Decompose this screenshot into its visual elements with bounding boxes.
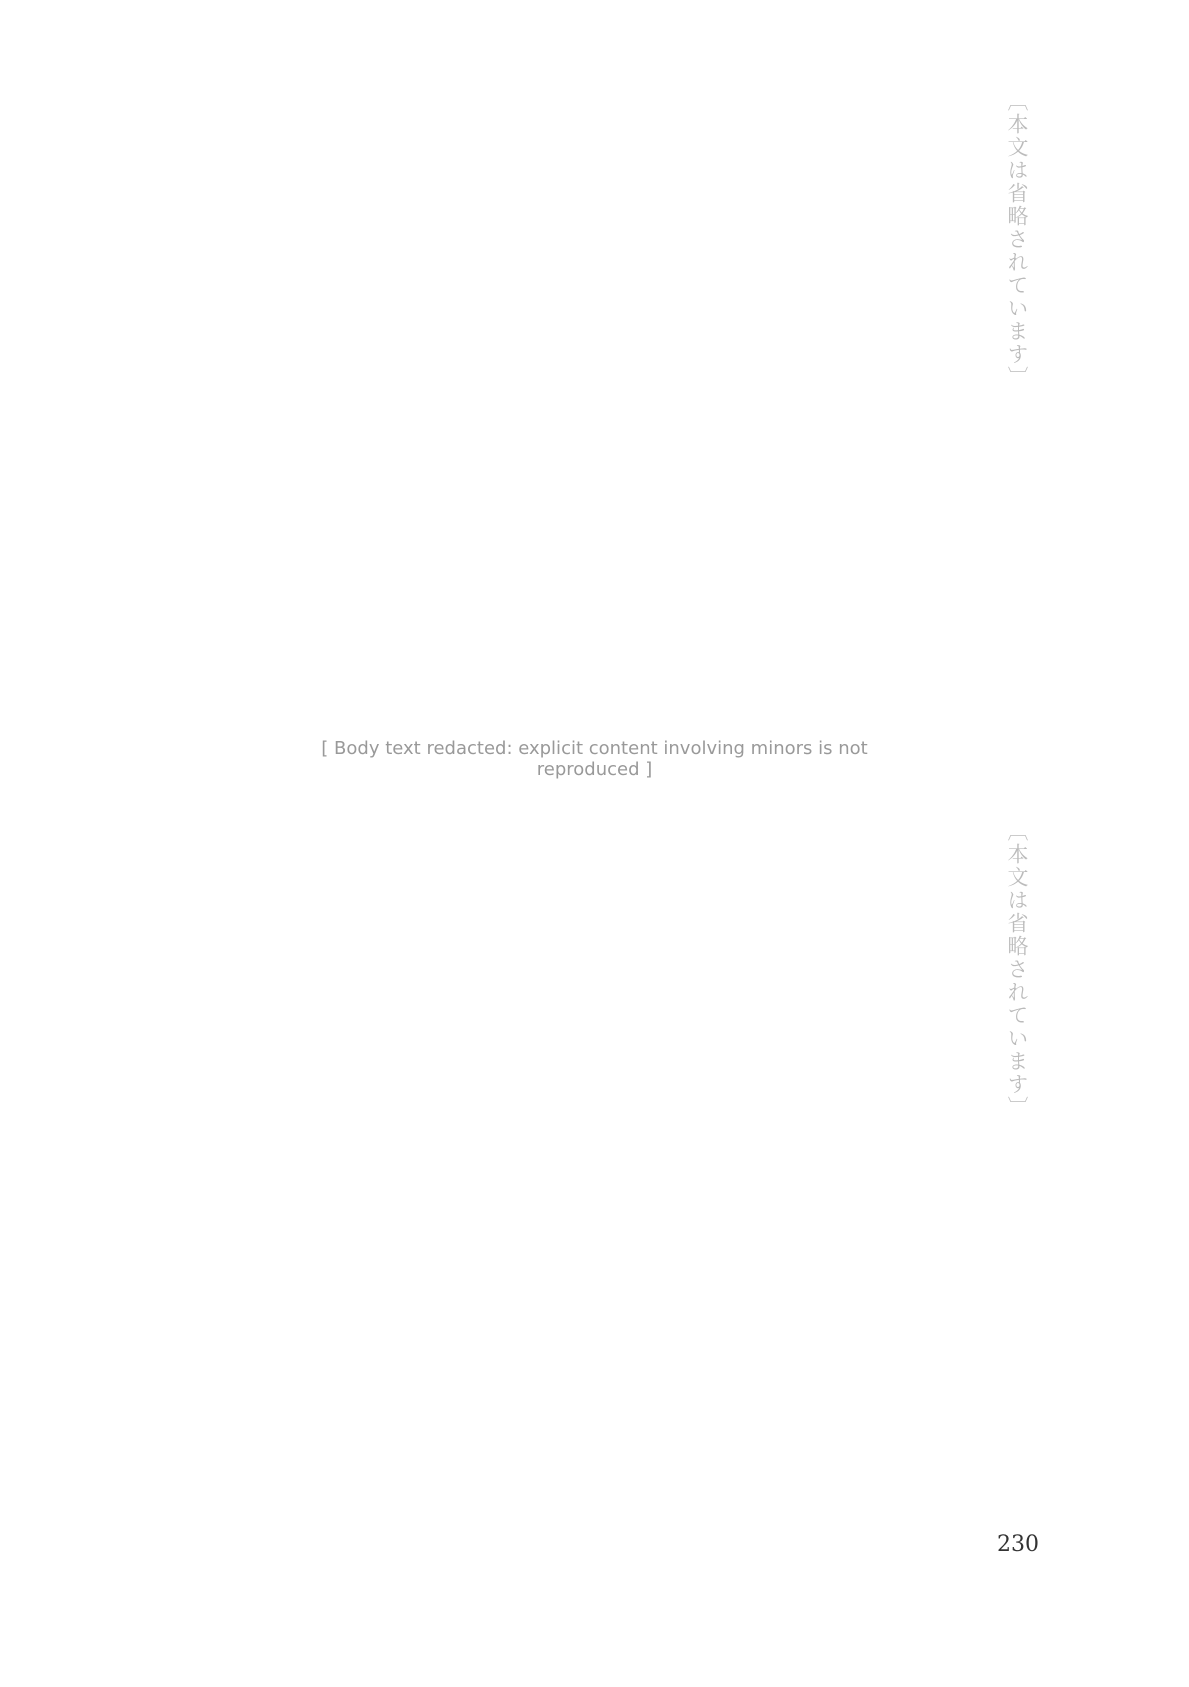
page-number: 230 [997, 1532, 1039, 1557]
text-block-bottom: 〔本文は省略されています〕 [1005, 820, 1029, 1119]
text-block-top: 〔本文は省略されています〕 [1005, 90, 1029, 389]
redaction-note: [ Body text redacted: explicit content involving minors is not reproduced ] [321, 738, 868, 781]
